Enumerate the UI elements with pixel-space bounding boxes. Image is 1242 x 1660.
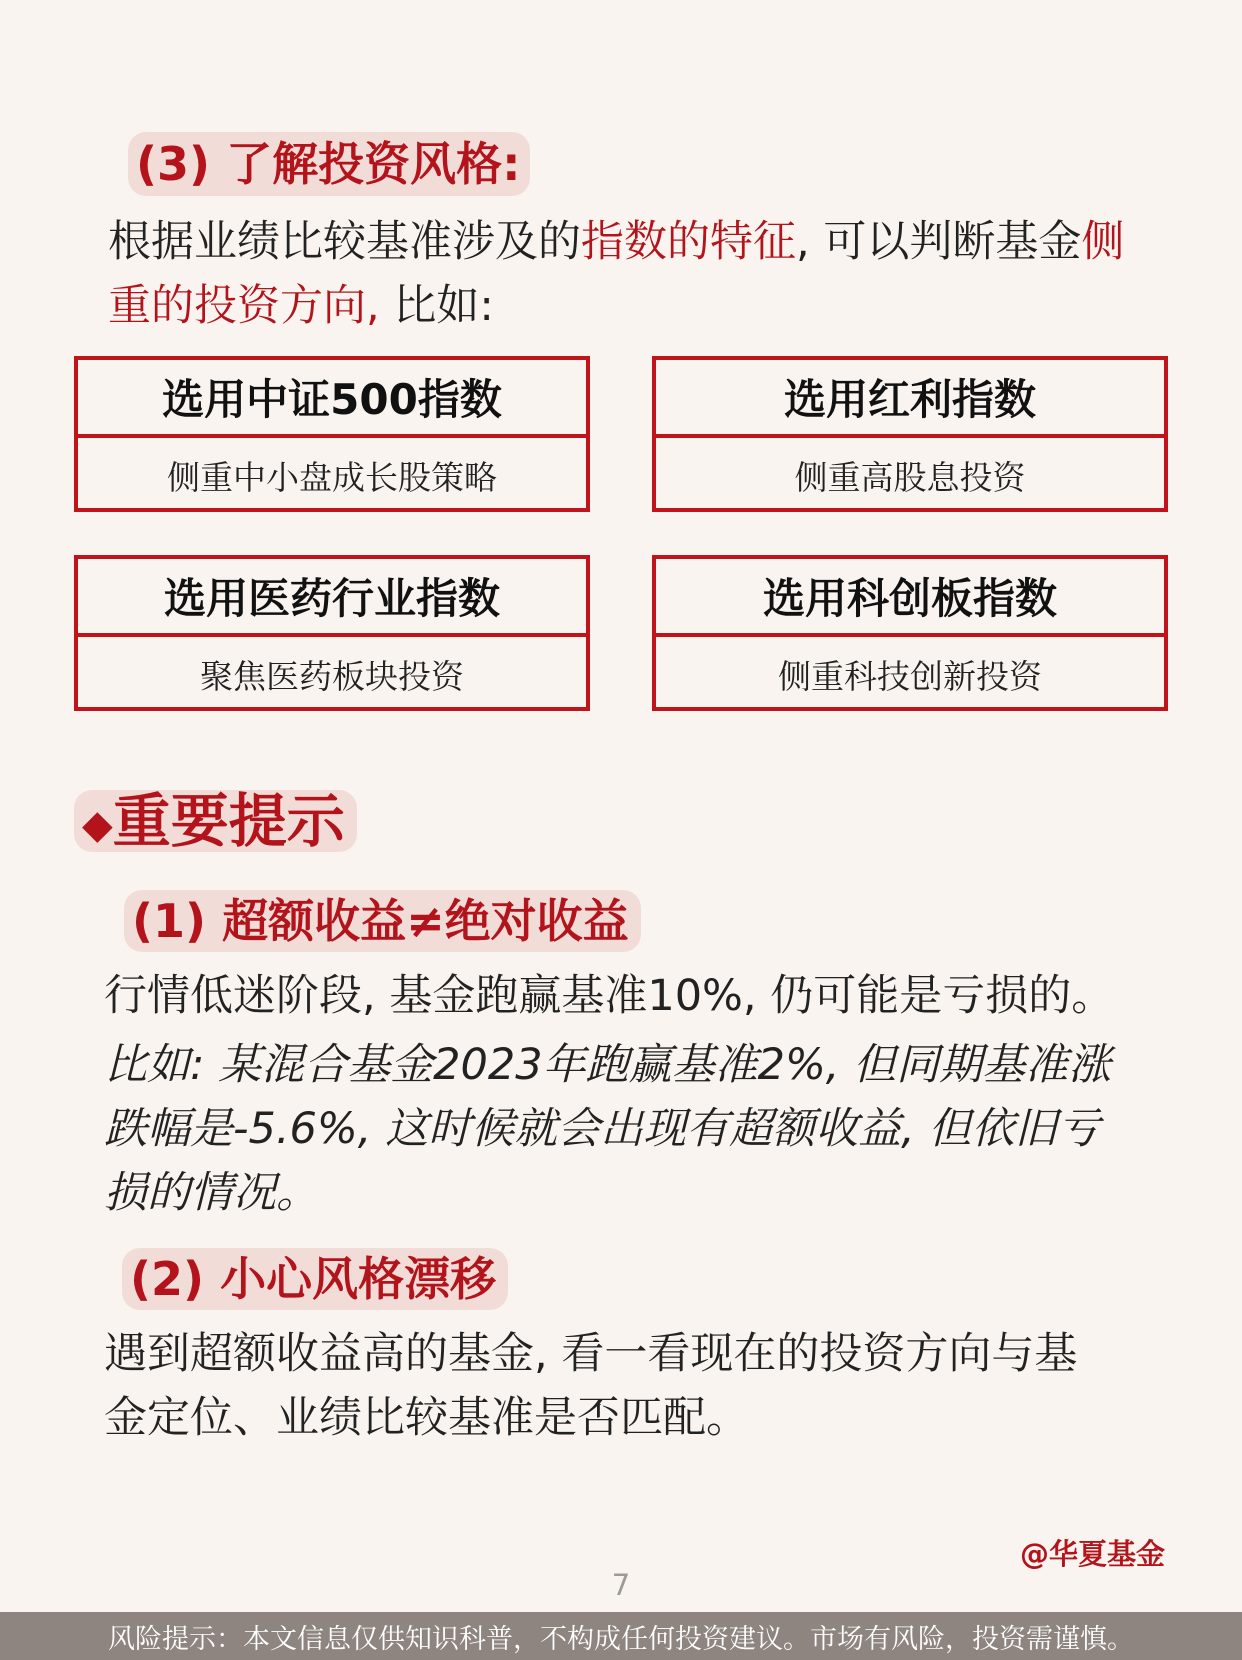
tip2-heading: (2) 小心风格漂移 xyxy=(122,1248,508,1310)
card-title: 选用红利指数 xyxy=(656,360,1164,438)
tip2-body-line: 遇到超额收益高的基金, 看一看现在的投资方向与基 xyxy=(104,1329,1078,1379)
intro-text-1: 根据业绩比较基准涉及的 xyxy=(108,217,581,267)
important-notice-heading xyxy=(74,787,357,855)
card-csi500 xyxy=(74,356,590,512)
intro-highlight-direction-1: 侧 xyxy=(1081,217,1125,267)
page-number: 7 xyxy=(611,1568,631,1602)
tip1-example xyxy=(104,1033,1164,1225)
card-description: 侧重高股息投资 xyxy=(794,457,1026,497)
brand-watermark: @华夏基金 xyxy=(1020,1537,1166,1571)
tip1-heading: (1) 超额收益≠绝对收益 xyxy=(124,890,641,952)
tip2-body xyxy=(104,1322,1164,1450)
card-description: 聚焦医药板块投资 xyxy=(200,656,464,696)
card-title: 选用医药行业指数 xyxy=(78,559,586,637)
card-title: 选用中证500指数 xyxy=(78,360,586,438)
intro-text-3: 比如: xyxy=(379,281,494,331)
tip2-body-line: 金定位、业绩比较基准是否匹配。 xyxy=(104,1393,749,1443)
tip1-example-line: 比如: 某混合基金2023年跑赢基准2%, 但同期基准涨 xyxy=(104,1040,1112,1090)
intro-highlight-direction-2: 重的投资方向, xyxy=(108,281,380,331)
card-description: 侧重科技创新投资 xyxy=(778,656,1042,696)
intro-highlight-index-feature: 指数的特征 xyxy=(581,217,796,267)
intro-text-2: , 可以判断基金 xyxy=(796,217,1082,267)
card-pharma xyxy=(74,555,590,711)
tip1-example-line: 损的情况。 xyxy=(104,1168,319,1218)
risk-disclaimer-footer: 风险提示：本文信息仅供知识科普，不构成任何投资建议。市场有风险，投资需谨慎。 xyxy=(0,1612,1242,1660)
tip1-example-line: 跌幅是-5.6%, 这时候就会出现有超额收益, 但依旧亏 xyxy=(104,1104,1101,1154)
tip1-body: 行情低迷阶段, 基金跑赢基准10%, 仍可能是亏损的。 xyxy=(104,971,1115,1021)
card-title: 选用科创板指数 xyxy=(656,559,1164,637)
section-heading-investment-style: (3) 了解投资风格: xyxy=(128,132,530,196)
card-star-market xyxy=(652,555,1168,711)
section-intro-paragraph xyxy=(108,210,1148,338)
diamond-bullet-icon: ◆ xyxy=(82,801,113,848)
card-description: 侧重中小盘成长股策略 xyxy=(167,457,497,497)
important-notice-title: 重要提示 xyxy=(112,787,345,855)
card-dividend xyxy=(652,356,1168,512)
